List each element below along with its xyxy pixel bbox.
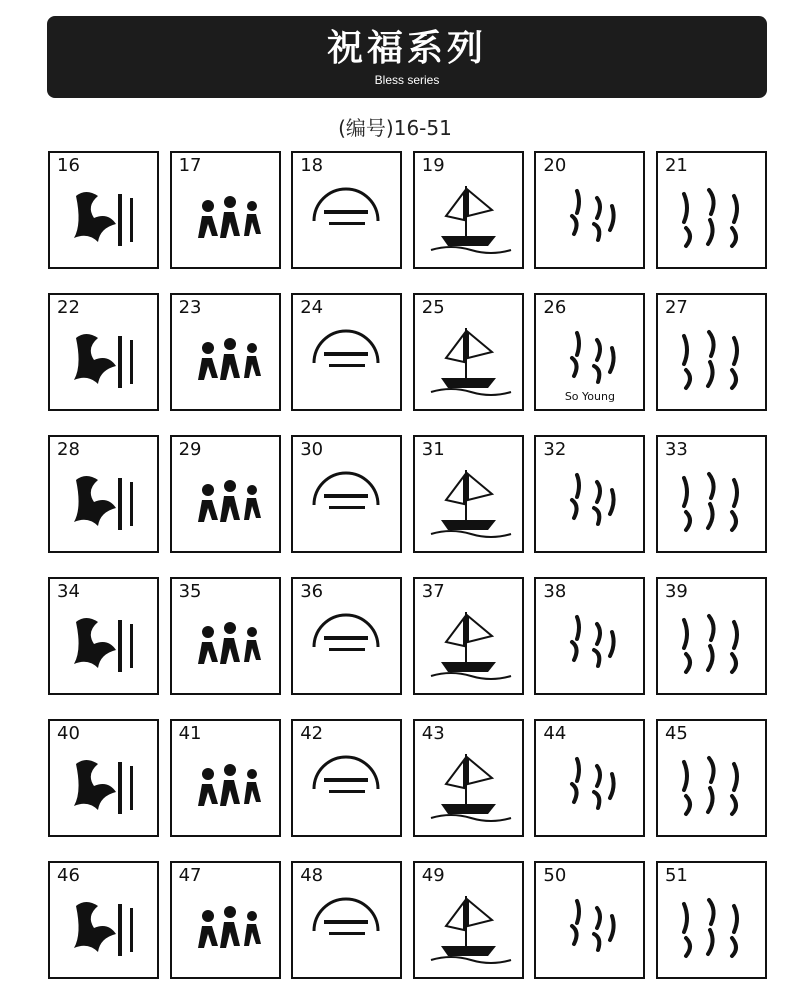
design-number: 35 xyxy=(178,581,202,602)
artwork-svg xyxy=(664,318,759,403)
design-card[interactable] xyxy=(291,435,402,553)
artwork-svg xyxy=(664,744,759,829)
artwork-svg xyxy=(421,602,516,687)
artwork-svg xyxy=(421,886,516,971)
orchid-icon xyxy=(664,459,759,545)
design-number: 45 xyxy=(664,723,688,744)
wuwang-shien-icon xyxy=(542,885,637,971)
design-card[interactable] xyxy=(413,719,524,837)
design-number: 46 xyxy=(57,865,80,886)
design-number: 26 xyxy=(543,297,567,318)
design-card[interactable] xyxy=(48,577,159,695)
design-card[interactable] xyxy=(656,435,767,553)
artwork-svg xyxy=(178,744,273,829)
artwork-svg xyxy=(178,460,273,545)
design-number: 27 xyxy=(664,297,688,318)
design-number: 28 xyxy=(57,439,80,460)
design-number: 36 xyxy=(300,581,324,602)
artwork-svg xyxy=(299,176,394,261)
design-number: 24 xyxy=(300,297,324,318)
design-number: 38 xyxy=(543,581,567,602)
woaini-zhongguo-icon xyxy=(664,885,759,971)
design-number: 22 xyxy=(57,297,80,318)
design-card[interactable] xyxy=(413,151,524,269)
artwork-svg xyxy=(542,602,637,687)
artwork-svg xyxy=(56,318,151,403)
artwork-svg xyxy=(178,886,273,971)
design-number: 43 xyxy=(421,723,445,744)
shien-nanwang-icon xyxy=(299,743,394,829)
thirty-years-reunion-icon xyxy=(178,459,273,545)
twenty-years-reunion-icon xyxy=(421,317,516,403)
artwork-svg xyxy=(178,176,273,261)
yujian-huakai-icon xyxy=(178,885,273,971)
artwork-svg xyxy=(542,176,637,261)
yueting-fengyin-icon xyxy=(299,601,394,687)
ganxie-yilu-youni-icon xyxy=(299,175,394,261)
artwork-svg xyxy=(178,318,273,403)
design-number: 16 xyxy=(57,155,80,176)
page-title: 祝福系列 xyxy=(326,28,487,69)
artwork-svg xyxy=(664,176,759,261)
sheng-ru-xiahua-icon xyxy=(664,601,759,687)
calligraphy-ganen-icon xyxy=(56,175,151,261)
design-number: 17 xyxy=(178,155,202,176)
artwork-svg xyxy=(542,460,637,545)
graduation-hand-icon xyxy=(299,317,394,403)
shien-nanwang-orchid-icon xyxy=(542,743,637,829)
artwork-svg xyxy=(664,886,759,971)
design-card[interactable] xyxy=(48,151,159,269)
artwork-svg xyxy=(664,460,759,545)
number-range-label: (编号)16-51 xyxy=(338,116,452,140)
design-card[interactable] xyxy=(170,861,281,979)
plum-blossom-icon xyxy=(542,459,637,545)
design-number: 40 xyxy=(57,723,80,744)
design-card[interactable] xyxy=(656,151,767,269)
ganxie-you-ni-icon xyxy=(56,459,151,545)
artwork-svg xyxy=(56,176,151,261)
artwork-svg xyxy=(421,460,516,545)
runners-pinbo-icon xyxy=(178,175,273,261)
artwork-svg xyxy=(56,886,151,971)
design-card[interactable] xyxy=(48,719,159,837)
design-number: 41 xyxy=(178,723,202,744)
artwork-svg xyxy=(421,176,516,261)
design-card[interactable] xyxy=(413,861,524,979)
artwork-svg xyxy=(542,744,637,829)
chunfeng-shili-icon xyxy=(421,885,516,971)
design-card[interactable] xyxy=(413,435,524,553)
suiyue-jinghao-icon xyxy=(421,601,516,687)
design-number: 21 xyxy=(664,155,688,176)
artwork-svg xyxy=(299,318,394,403)
artwork-svg xyxy=(299,460,394,545)
header-banner xyxy=(47,16,767,98)
design-number: 37 xyxy=(421,581,445,602)
artwork-svg xyxy=(299,602,394,687)
design-card[interactable] xyxy=(534,151,645,269)
calligraphy-buwang-chuxin-icon xyxy=(664,317,759,403)
artwork-svg xyxy=(299,744,394,829)
design-number: 47 xyxy=(178,865,202,886)
design-card[interactable] xyxy=(170,577,281,695)
design-card[interactable] xyxy=(170,719,281,837)
design-card[interactable] xyxy=(656,577,767,695)
artwork-svg xyxy=(299,886,394,971)
page-subtitle: Bless series xyxy=(374,73,440,87)
design-card[interactable] xyxy=(656,293,767,411)
meihao-ruqi-erzhi-icon xyxy=(299,885,394,971)
wangshi-suifeng-icon xyxy=(542,601,637,687)
design-card[interactable] xyxy=(656,861,767,979)
design-number: 34 xyxy=(57,581,80,602)
design-card[interactable] xyxy=(291,293,402,411)
design-number: 30 xyxy=(300,439,324,460)
pine-songbai-icon xyxy=(56,601,151,687)
design-caption: So Young xyxy=(564,390,615,403)
shengguang-xianian-icon xyxy=(664,743,759,829)
design-grid xyxy=(48,151,767,979)
design-number: 18 xyxy=(300,155,324,176)
design-card[interactable] xyxy=(170,151,281,269)
taoli-mantianxia-icon xyxy=(421,743,516,829)
design-number: 44 xyxy=(543,723,567,744)
design-number: 29 xyxy=(178,439,202,460)
design-card[interactable] xyxy=(170,293,281,411)
design-card[interactable] xyxy=(291,577,402,695)
design-card[interactable] xyxy=(534,719,645,837)
artwork-svg xyxy=(421,318,516,403)
design-number: 51 xyxy=(664,865,688,886)
design-number: 23 xyxy=(178,297,202,318)
design-number: 42 xyxy=(300,723,324,744)
bamboo-icon xyxy=(299,459,394,545)
design-number: 19 xyxy=(421,155,445,176)
artwork-svg xyxy=(421,744,516,829)
chrysanthemum-icon xyxy=(421,459,516,545)
shien-sihai-icon xyxy=(178,743,273,829)
design-number: 25 xyxy=(421,297,445,318)
calligraphy-fuai-rushan-icon xyxy=(664,175,759,261)
design-number: 49 xyxy=(421,865,445,886)
artwork-svg xyxy=(178,602,273,687)
design-number: 48 xyxy=(300,865,324,886)
lotus-icon xyxy=(178,601,273,687)
design-number: 32 xyxy=(543,439,567,460)
design-card[interactable] xyxy=(291,719,402,837)
design-number: 39 xyxy=(664,581,688,602)
shaonian-jinshi-icon xyxy=(56,885,151,971)
design-card[interactable] xyxy=(534,577,645,695)
design-card[interactable] xyxy=(291,151,402,269)
naxienian-icon xyxy=(178,317,273,403)
father-child-silhouette-icon xyxy=(56,317,151,403)
design-card[interactable] xyxy=(656,719,767,837)
design-card[interactable] xyxy=(534,293,645,411)
design-card[interactable] xyxy=(170,435,281,553)
design-card[interactable] xyxy=(413,577,524,695)
design-card[interactable] xyxy=(413,293,524,411)
sailboat-icon xyxy=(421,175,516,261)
design-card[interactable] xyxy=(48,861,159,979)
design-card[interactable] xyxy=(534,861,645,979)
artwork-svg xyxy=(542,886,637,971)
design-number: 50 xyxy=(543,865,567,886)
artwork-svg xyxy=(664,602,759,687)
calligraphy-yongsheng-nanwang-icon xyxy=(542,175,637,261)
design-number: 31 xyxy=(421,439,445,460)
artwork-svg xyxy=(56,602,151,687)
artwork-svg xyxy=(56,460,151,545)
design-card[interactable] xyxy=(291,861,402,979)
design-number: 20 xyxy=(543,155,567,176)
teachers-day-icon xyxy=(56,743,151,829)
design-card[interactable] xyxy=(534,435,645,553)
design-card[interactable] xyxy=(48,293,159,411)
artwork-svg xyxy=(56,744,151,829)
design-number: 33 xyxy=(664,439,688,460)
design-card[interactable] xyxy=(48,435,159,553)
